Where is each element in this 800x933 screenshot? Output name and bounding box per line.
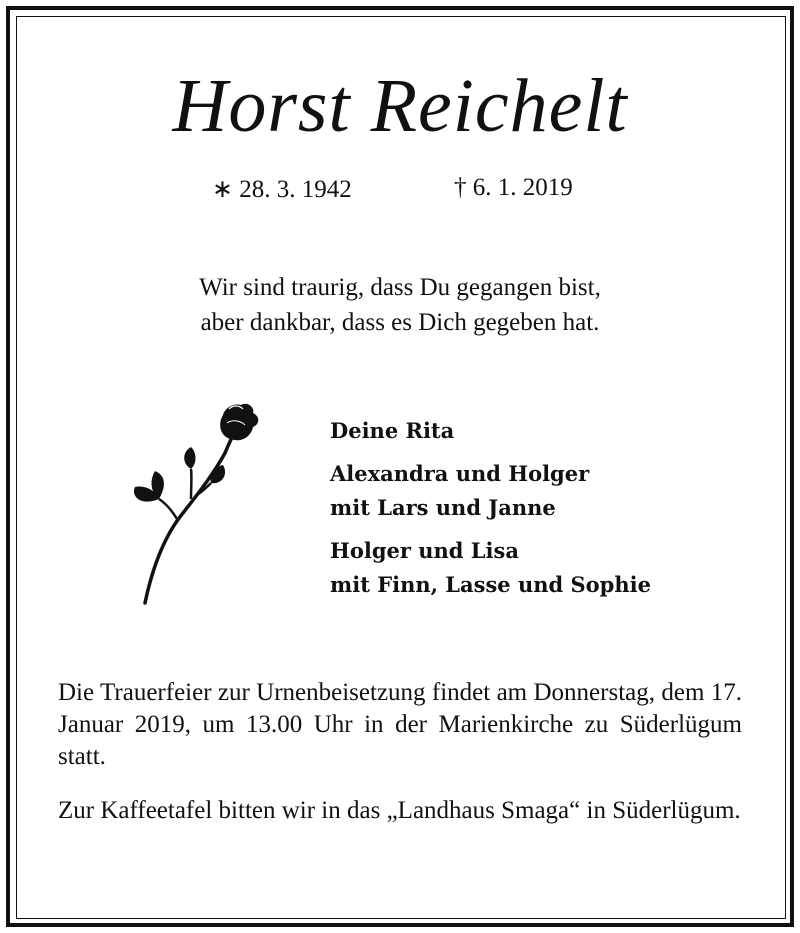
family-group: [330, 534, 651, 602]
family-members: [330, 414, 651, 611]
memorial-quote: [0, 270, 800, 340]
family-line: Holger und Lisa: [330, 538, 519, 563]
death-date: † 6. 1. 2019: [454, 174, 573, 201]
rose-icon: [125, 395, 265, 610]
family-line: Deine Rita: [330, 418, 455, 443]
coffee-notice: Zur Kaffeetafel bitten wir in das „Landhaus Smaga“ in Süderlügum.: [58, 797, 741, 824]
life-dates: [0, 170, 800, 210]
birth-date: ∗ 28. 3. 1942: [212, 176, 352, 203]
ceremony-notice: Die Trauerfeier zur Urnenbeisetzung findet am Donnerstag, dem 17. Januar 2019, um 13.00 Uhr in der Marienkirche zu Süderlügum statt.: [58, 679, 742, 770]
family-line: mit Finn, Lasse und Sophie: [330, 572, 651, 597]
quote-line: aber dankbar, dass es Dich gegeben hat.: [200, 309, 600, 336]
family-group: [330, 414, 651, 448]
family-line: mit Lars und Janne: [330, 495, 556, 520]
quote-line: Wir sind traurig, dass Du gegangen bist,: [199, 274, 601, 301]
family-line: Alexandra und Holger: [330, 461, 590, 486]
family-group: [330, 457, 651, 525]
deceased-name: Horst Reichelt: [172, 64, 628, 148]
